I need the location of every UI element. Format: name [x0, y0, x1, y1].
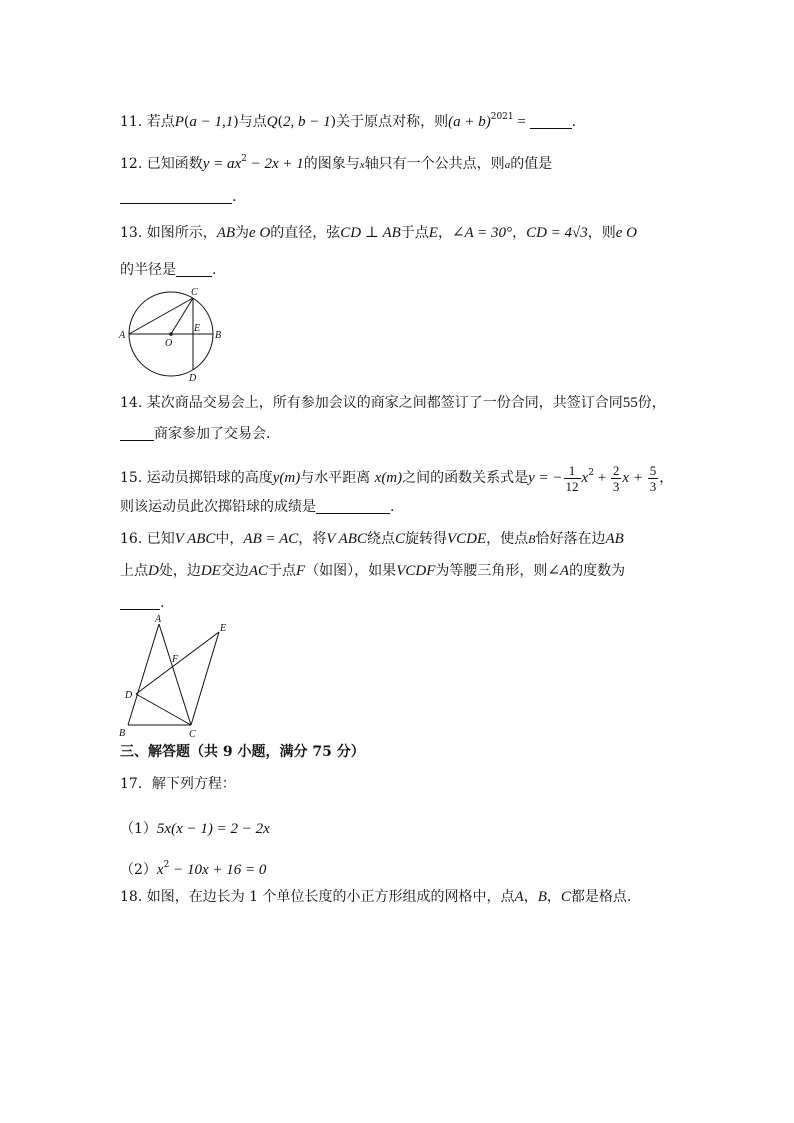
side-ce	[191, 632, 219, 725]
center-point	[169, 332, 173, 336]
answer-blank-11	[530, 114, 572, 129]
question-16-answer-line: .	[120, 593, 164, 613]
label-a: A	[155, 614, 162, 625]
label-b: B	[215, 330, 222, 341]
label-d: D	[189, 373, 197, 384]
question-17: 17．解下列方程：	[120, 776, 236, 792]
question-12: 12. 已知函数$y = ax^2 - 2x + 1$的图象与x轴只有一个公共点，则a的值是	[120, 154, 553, 172]
figure-16-triangle-diagram	[113, 612, 238, 740]
question-14: 14. 某次商品交易会上，所有参加会议的商家之间都签订了一份合同，共签订合同55份，	[120, 395, 666, 411]
label-c: C	[189, 729, 196, 740]
figure-13-circle-diagram	[115, 286, 230, 384]
question-17-part-2: $(2)x^2 - 10x + 16 = 0$	[120, 860, 267, 878]
section-3-heading: 三、解答题（共 9 小题，满分 75 分）	[120, 744, 365, 760]
question-16: 16. 已知V ABC中，AB = AC，将V ABC绕点C旋转得VCDE，使点B恰好落在边AB	[120, 531, 624, 547]
question-16-cont: 上点D处，边DE交边AC于点F（如图），如果VCDF为等腰三角形，则∠A的度数为	[120, 563, 626, 579]
fraction-2-3: $\frac{2}{3}$	[612, 462, 620, 494]
label-e: E	[220, 623, 227, 634]
question-12-answer-line: .	[120, 187, 236, 207]
fraction-1-12: $\frac{1}{12}$	[565, 462, 579, 494]
label-a: A	[119, 330, 126, 341]
question-15-cont: 则该运动员此次掷铅球的成绩是 .	[120, 499, 395, 515]
answer-blank-16	[120, 595, 160, 610]
segment-ac	[129, 298, 193, 334]
question-13: 13. 如图所示，AB为e O的直径，弦CD ⊥ AB于点E，∠A = 30°，CD = 4√3，则e O	[120, 225, 638, 241]
label-b: B	[119, 728, 126, 739]
label-e: E	[194, 323, 201, 334]
answer-blank-14	[120, 426, 154, 441]
label-c: C	[191, 287, 198, 298]
label-o: O	[165, 338, 173, 349]
side-ab	[128, 624, 159, 725]
label-d: D	[125, 690, 133, 701]
question-11: 11. 若点P(a − 1,1)与点Q(2, b − 1)关于原点对称，则$(a + b)^{2021}$ = .	[120, 112, 577, 130]
question-13-cont: 的半径是 .	[120, 262, 217, 278]
answer-blank-13	[176, 262, 212, 277]
question-18: 18. 如图，在边长为 1 个单位长度的小正方形组成的网格中，点A，B，C都是格点.	[120, 889, 632, 905]
answer-blank-12	[120, 189, 232, 204]
question-17-part-1: （1）5x(x − 1) = 2 − 2x	[120, 821, 270, 837]
fraction-5-3: $\frac{5}{3}$	[649, 462, 657, 494]
label-f: F	[172, 654, 179, 665]
question-15: 15. 运动员掷铅球的高度y(m)与水平距离 x(m)之间的函数关系式是y = − $\frac{1}{12}$ $x^2$ + $\frac{2}{3}$ x + $\frac{5}{3}$ ，	[120, 462, 674, 494]
question-14-cont: 商家参加了交易会.	[120, 424, 270, 444]
answer-blank-15	[316, 499, 390, 514]
segment-oc	[171, 298, 193, 334]
